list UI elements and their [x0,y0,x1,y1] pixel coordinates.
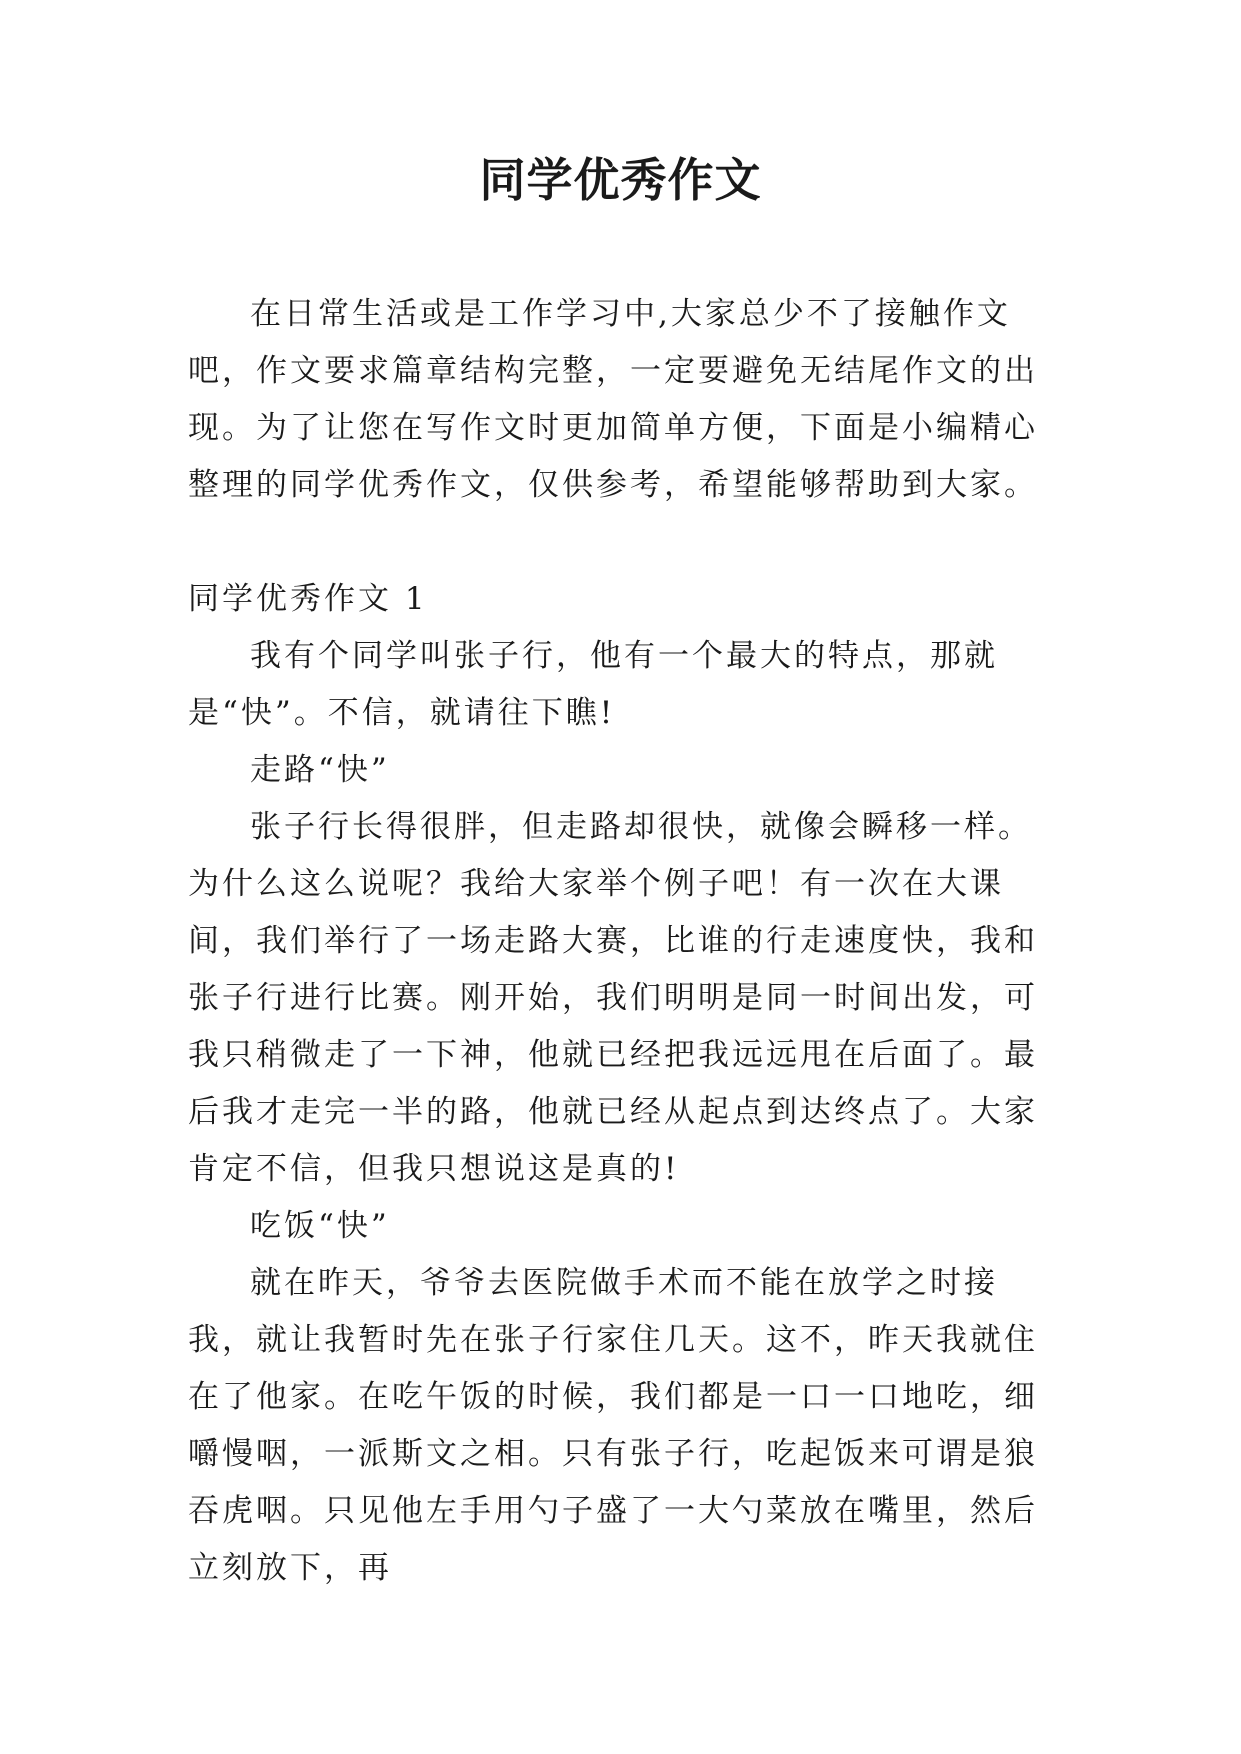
paragraph: 就在昨天，爷爷去医院做手术而不能在放学之时接我，就让我暂时先在张子行家住几天。这不，昨天我就住在了他家。在吃午饭的时候，我们都是一口一口地吃，细嚼慢咽，一派斯文之相。只有张子行，吃起饭来可谓是狼吞虎咽。只见他左手用勺子盛了一大勺菜放在嘴里，然后立刻放下，再 [188,1265,1038,1586]
subheading-walking: 走路“快” [250,752,390,788]
subheading-eating: 吃饭“快” [250,1208,390,1244]
document-title: 同学优秀作文 [479,153,762,207]
intro-paragraph: 在日常生活或是工作学习中,大家总少不了接触作文吧，作文要求篇章结构完整，一定要避免无结尾作文的出现。为了让您在写作文时更加简单方便，下面是小编精心整理的同学优秀作文，仅供参考，希望能够帮助到大家。 [188,296,1038,503]
section-heading: 同学优秀作文 1 [188,581,428,617]
paragraph: 张子行长得很胖，但走路却很快，就像会瞬移一样。为什么这么说呢？我给大家举个例子吧！有一次在大课间，我们举行了一场走路大赛，比谁的行走速度快，我和张子行进行比赛。刚开始，我们明明是同一时间出发，可我只稍微走了一下神，他就已经把我远远甩在后面了。最后我才走完一半的路，他就已经从起点到达终点了。大家肯定不信，但我只想说这是真的! [188,809,1038,1187]
document-body [188,286,1058,1597]
paragraph: 我有个同学叫张子行，他有一个最大的特点，那就是“快”。不信，就请往下瞧! [188,638,998,731]
